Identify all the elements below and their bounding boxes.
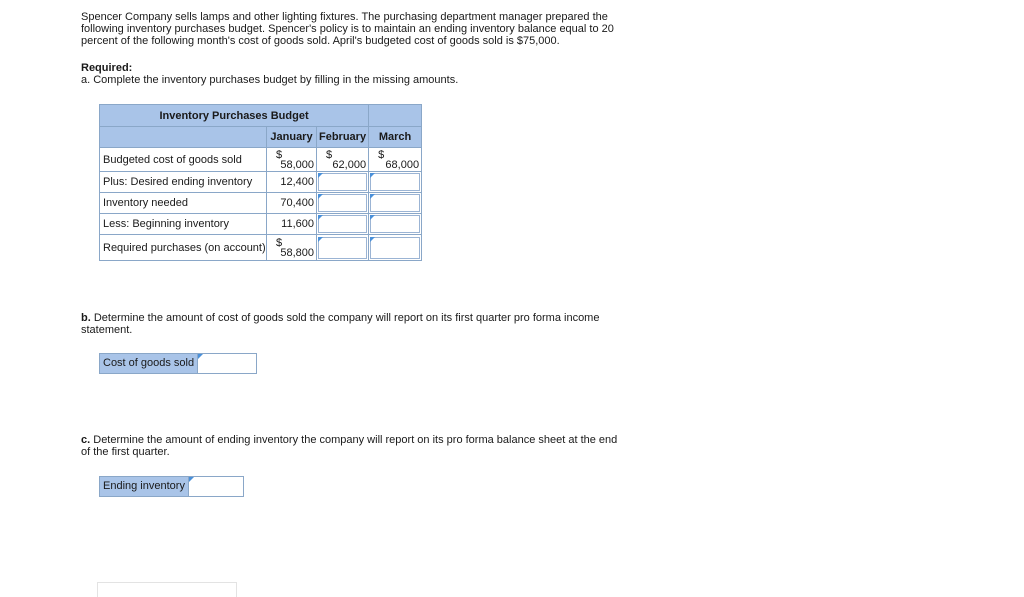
desired-ending-inventory-january: 12,400: [267, 172, 317, 193]
problem-intro: Spencer Company sells lamps and other lighting fixtures. The purchasing department manager prepared the following inventory purchases budget. Spencer's policy is to maintain an ending inventory balance equal to 20 percent of the following month's cost of goods sold. April's budgeted cost of goods sold is $75,000.: [81, 11, 614, 47]
month-header-february: February: [317, 127, 369, 148]
part-c-instruction: [81, 434, 621, 458]
beginning-inventory-february-input[interactable]: [318, 215, 367, 233]
inventory-needed-march-cell: [369, 193, 422, 214]
currency-symbol: $: [276, 236, 283, 249]
inventory-needed-february-cell: [317, 193, 369, 214]
cogs-march-value: 68,000: [385, 158, 420, 171]
inventory-needed-march-input[interactable]: [370, 194, 420, 212]
currency-symbol: $: [378, 148, 385, 161]
required-purchases-march-cell: [369, 235, 422, 261]
part-a-instruction: a. Complete the inventory purchases budget by filling in the missing amounts.: [81, 74, 459, 86]
cogs-january: [267, 148, 317, 172]
cost-of-goods-sold-input[interactable]: [198, 354, 256, 373]
inventory-purchases-budget-table: [99, 104, 422, 261]
header-blank-cell: [100, 127, 267, 148]
row-label-budgeted-cogs: Budgeted cost of goods sold: [100, 148, 267, 172]
budget-title: Inventory Purchases Budget: [100, 105, 369, 127]
cogs-january-value: 58,000: [280, 158, 314, 171]
cost-of-goods-sold-answer: [99, 353, 257, 374]
beginning-inventory-february-cell: [317, 214, 369, 235]
row-label-required-purchases: Required purchases (on account): [100, 235, 267, 261]
required-purchases-march-input[interactable]: [370, 237, 420, 259]
part-b-instruction: [81, 312, 621, 336]
part-b-text: Determine the amount of cost of goods sold the company will report on its first quarter pro forma income statement.: [81, 312, 600, 336]
month-header-january: January: [267, 127, 317, 148]
desired-ending-inventory-february-cell: [317, 172, 369, 193]
currency-symbol: $: [326, 148, 333, 161]
desired-ending-inventory-march-cell: [369, 172, 422, 193]
part-c-prefix: c.: [81, 434, 91, 446]
part-b-prefix: b.: [81, 312, 91, 324]
budget-title-filler: [369, 105, 422, 127]
required-purchases-january: [267, 235, 317, 261]
row-label-desired-ending-inventory: Plus: Desired ending inventory: [100, 172, 267, 193]
ending-inventory-input[interactable]: [189, 477, 243, 496]
inventory-needed-february-input[interactable]: [318, 194, 367, 212]
ending-inventory-label: Ending inventory: [100, 477, 189, 496]
cost-of-goods-sold-label: Cost of goods sold: [100, 354, 198, 373]
desired-ending-inventory-february-input[interactable]: [318, 173, 367, 191]
cogs-february-value: 62,000: [332, 158, 367, 171]
required-purchases-february-input[interactable]: [318, 237, 367, 259]
beginning-inventory-january: 11,600: [267, 214, 317, 235]
inventory-needed-january: 70,400: [267, 193, 317, 214]
cogs-march: [369, 148, 422, 172]
desired-ending-inventory-march-input[interactable]: [370, 173, 420, 191]
part-c-text: Determine the amount of ending inventory the company will report on its pro forma balance sheet at the end of the first quarter.: [81, 434, 618, 458]
cogs-february: [317, 148, 369, 172]
row-label-inventory-needed: Inventory needed: [100, 193, 267, 214]
required-purchases-february-cell: [317, 235, 369, 261]
month-header-march: March: [369, 127, 422, 148]
ending-inventory-answer: [99, 476, 244, 497]
beginning-inventory-march-cell: [369, 214, 422, 235]
required-heading: Required:: [81, 62, 133, 74]
beginning-inventory-march-input[interactable]: [370, 215, 420, 233]
required-purchases-january-value: 58,800: [280, 246, 314, 259]
row-label-beginning-inventory: Less: Beginning inventory: [100, 214, 267, 235]
currency-symbol: $: [276, 148, 283, 161]
